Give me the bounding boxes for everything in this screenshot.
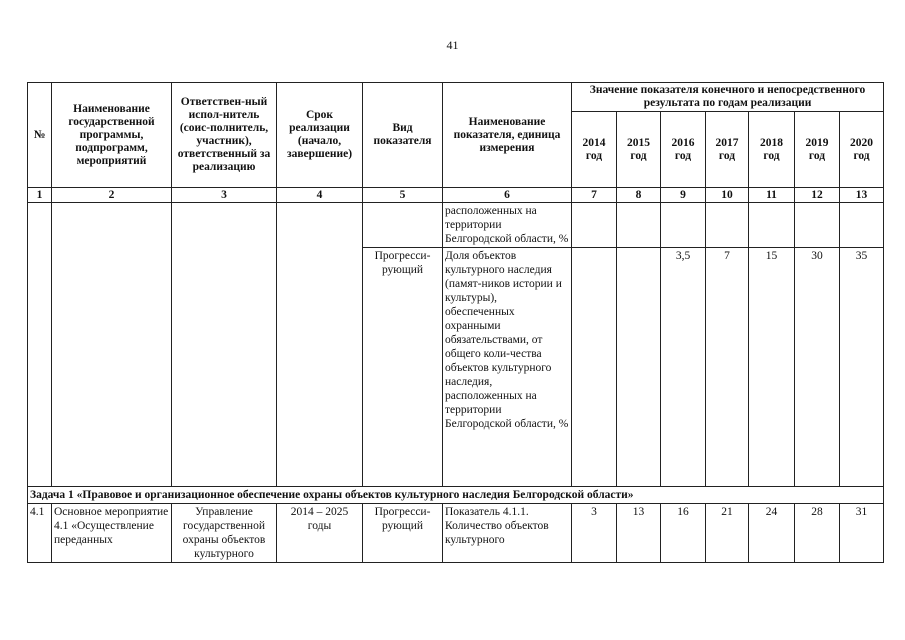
header-col-type: Вид показателя xyxy=(363,83,443,188)
cell-value: 3,5 xyxy=(661,248,706,487)
header-values-group: Значение показателя конечного и непосредственного результата по годам реализации xyxy=(572,83,884,112)
column-number: 3 xyxy=(172,188,277,203)
cell-value: 15 xyxy=(749,248,795,487)
task-row xyxy=(28,487,884,504)
task-title: Задача 1 «Правовое и организационное обеспечение охраны объектов культурного наследия Белгородской области» xyxy=(28,487,884,504)
cell-number: 4.1 xyxy=(28,504,52,563)
cell-indicator: расположенных на территории Белгородской области, % xyxy=(443,203,572,248)
header-year: 2018 год xyxy=(749,112,795,188)
header-year: 2017 год xyxy=(706,112,749,188)
column-number: 9 xyxy=(661,188,706,203)
cell-period xyxy=(277,203,363,487)
cell-value xyxy=(617,248,661,487)
column-number: 10 xyxy=(706,188,749,203)
cell-name xyxy=(52,203,172,487)
cell-value: 31 xyxy=(840,504,884,563)
header-year: 2019 год xyxy=(795,112,840,188)
column-number: 2 xyxy=(52,188,172,203)
column-number: 7 xyxy=(572,188,617,203)
header-col-executor: Ответствен-ный испол-нитель (соис-полнитель, участник), ответственный за реализацию xyxy=(172,83,277,188)
header-year: 2016 год xyxy=(661,112,706,188)
cell-value: 35 xyxy=(840,248,884,487)
column-number: 12 xyxy=(795,188,840,203)
header-year: 2020 год xyxy=(840,112,884,188)
header-col-indicator: Наименование показателя, единица измерения xyxy=(443,83,572,188)
cell-executor xyxy=(172,203,277,487)
cell-value: 28 xyxy=(795,504,840,563)
column-number: 6 xyxy=(443,188,572,203)
column-number-row xyxy=(28,188,884,203)
cell-indicator: Показатель 4.1.1. Количество объектов культурного xyxy=(443,504,572,563)
column-number: 11 xyxy=(749,188,795,203)
cell-value: 7 xyxy=(706,248,749,487)
column-number: 5 xyxy=(363,188,443,203)
cell-value: 24 xyxy=(749,504,795,563)
cell-value: 30 xyxy=(795,248,840,487)
indicators-table xyxy=(27,82,884,563)
page-number: 41 xyxy=(446,38,459,52)
cell-period: 2014 – 2025 годы xyxy=(277,504,363,563)
cell-type: Прогресси-рующий xyxy=(363,248,443,487)
cell-value xyxy=(572,248,617,487)
column-number: 8 xyxy=(617,188,661,203)
cell-executor: Управление государственной охраны объектов культурного xyxy=(172,504,277,563)
column-number: 13 xyxy=(840,188,884,203)
column-number: 4 xyxy=(277,188,363,203)
cell-value: 3 xyxy=(572,504,617,563)
header-year: 2015 год xyxy=(617,112,661,188)
header-col-name: Наименование государственной программы, подпрограмм, мероприятий xyxy=(52,83,172,188)
table-row xyxy=(28,504,884,563)
cell-number xyxy=(28,203,52,487)
cell-value: 13 xyxy=(617,504,661,563)
cell-indicator: Доля объектов культурного наследия (памят-ников истории и культуры), обеспеченных охранными обязательствами, от общего коли-чества объектов культурного наследия, расположенных на территории Белгородской области, % xyxy=(443,248,572,487)
cell-value: 21 xyxy=(706,504,749,563)
header-col-number: № xyxy=(28,83,52,188)
header-year: 2014 год xyxy=(572,112,617,188)
cell-type xyxy=(363,203,443,248)
cell-name: Основное мероприятие 4.1 «Осуществление переданных xyxy=(52,504,172,563)
cell-type: Прогресси-рующий xyxy=(363,504,443,563)
cell-value: 16 xyxy=(661,504,706,563)
header-col-period: Срок реализации (начало, завершение) xyxy=(277,83,363,188)
column-number: 1 xyxy=(28,188,52,203)
table-row xyxy=(28,203,884,248)
